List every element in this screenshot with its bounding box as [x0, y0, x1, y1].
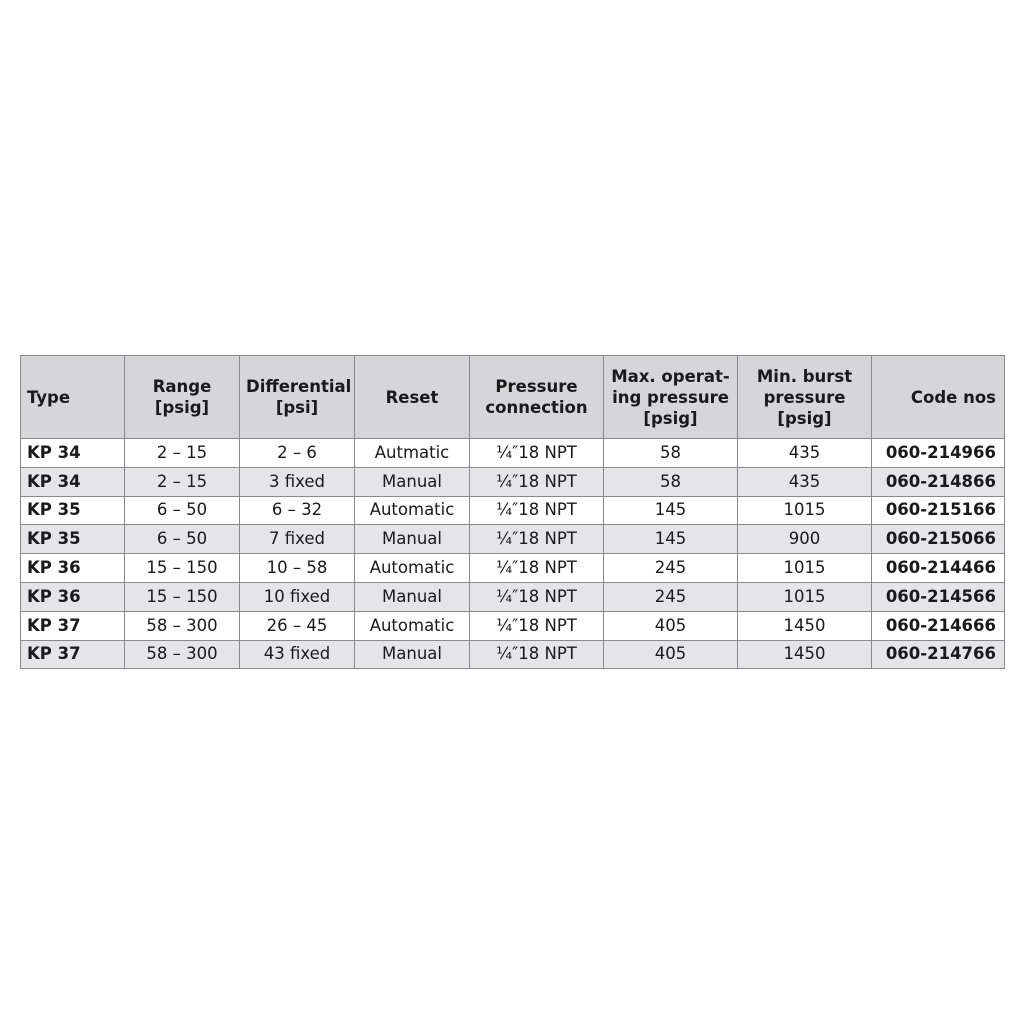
cell-type: KP 36 [21, 554, 125, 583]
table-row [21, 496, 1005, 525]
cell-reset: Manual [355, 525, 470, 554]
cell-range: 6 – 50 [125, 525, 240, 554]
cell-code-nos: 060-214866 [872, 467, 1005, 496]
table-body [21, 439, 1005, 669]
header-min-burst-pressure: Min. burst pressure [psig] [738, 356, 872, 439]
cell-pressure-connection: ¼″18 NPT [470, 467, 604, 496]
cell-range: 58 – 300 [125, 640, 240, 669]
header-row [21, 356, 1005, 439]
cell-type: KP 35 [21, 525, 125, 554]
cell-pressure-connection: ¼″18 NPT [470, 525, 604, 554]
table-row [21, 582, 1005, 611]
cell-reset: Automatic [355, 554, 470, 583]
cell-max-operating-pressure: 405 [604, 611, 738, 640]
cell-min-burst-pressure: 1015 [738, 496, 872, 525]
table-row [21, 554, 1005, 583]
cell-max-operating-pressure: 245 [604, 582, 738, 611]
table-row [21, 640, 1005, 669]
cell-range: 2 – 15 [125, 439, 240, 468]
cell-min-burst-pressure: 1015 [738, 582, 872, 611]
header-max-operating-pressure: Max. operat-ing pressure [psig] [604, 356, 738, 439]
cell-range: 15 – 150 [125, 582, 240, 611]
table-row [21, 467, 1005, 496]
header-pressure-connection: Pressure connection [470, 356, 604, 439]
cell-pressure-connection: ¼″18 NPT [470, 582, 604, 611]
cell-max-operating-pressure: 58 [604, 467, 738, 496]
cell-differential: 10 fixed [240, 582, 355, 611]
cell-max-operating-pressure: 245 [604, 554, 738, 583]
cell-pressure-connection: ¼″18 NPT [470, 640, 604, 669]
cell-min-burst-pressure: 435 [738, 467, 872, 496]
table-row [21, 611, 1005, 640]
cell-type: KP 35 [21, 496, 125, 525]
cell-code-nos: 060-214766 [872, 640, 1005, 669]
header-code-nos: Code nos [872, 356, 1005, 439]
cell-code-nos: 060-214466 [872, 554, 1005, 583]
header-differential: Differential [psi] [240, 356, 355, 439]
cell-differential: 26 – 45 [240, 611, 355, 640]
cell-code-nos: 060-215066 [872, 525, 1005, 554]
cell-differential: 2 – 6 [240, 439, 355, 468]
cell-type: KP 36 [21, 582, 125, 611]
cell-differential: 7 fixed [240, 525, 355, 554]
cell-range: 15 – 150 [125, 554, 240, 583]
cell-reset: Automatic [355, 611, 470, 640]
cell-differential: 6 – 32 [240, 496, 355, 525]
cell-min-burst-pressure: 1015 [738, 554, 872, 583]
cell-min-burst-pressure: 1450 [738, 640, 872, 669]
cell-max-operating-pressure: 58 [604, 439, 738, 468]
cell-max-operating-pressure: 145 [604, 525, 738, 554]
cell-min-burst-pressure: 1450 [738, 611, 872, 640]
cell-type: KP 34 [21, 467, 125, 496]
cell-type: KP 37 [21, 611, 125, 640]
header-type: Type [21, 356, 125, 439]
cell-type: KP 37 [21, 640, 125, 669]
cell-range: 6 – 50 [125, 496, 240, 525]
cell-pressure-connection: ¼″18 NPT [470, 496, 604, 525]
cell-code-nos: 060-214966 [872, 439, 1005, 468]
cell-reset: Manual [355, 582, 470, 611]
header-range: Range [psig] [125, 356, 240, 439]
cell-max-operating-pressure: 405 [604, 640, 738, 669]
cell-reset: Automatic [355, 496, 470, 525]
cell-pressure-connection: ¼″18 NPT [470, 554, 604, 583]
cell-differential: 10 – 58 [240, 554, 355, 583]
cell-differential: 3 fixed [240, 467, 355, 496]
cell-max-operating-pressure: 145 [604, 496, 738, 525]
cell-reset: Manual [355, 467, 470, 496]
cell-range: 58 – 300 [125, 611, 240, 640]
cell-type: KP 34 [21, 439, 125, 468]
cell-code-nos: 060-214666 [872, 611, 1005, 640]
table-header [21, 356, 1005, 439]
cell-pressure-connection: ¼″18 NPT [470, 611, 604, 640]
cell-min-burst-pressure: 900 [738, 525, 872, 554]
cell-code-nos: 060-215166 [872, 496, 1005, 525]
cell-pressure-connection: ¼″18 NPT [470, 439, 604, 468]
spec-table [20, 355, 1005, 669]
table-row [21, 525, 1005, 554]
cell-min-burst-pressure: 435 [738, 439, 872, 468]
cell-differential: 43 fixed [240, 640, 355, 669]
cell-reset: Manual [355, 640, 470, 669]
cell-range: 2 – 15 [125, 467, 240, 496]
table-row [21, 439, 1005, 468]
cell-reset: Autmatic [355, 439, 470, 468]
cell-code-nos: 060-214566 [872, 582, 1005, 611]
header-reset: Reset [355, 356, 470, 439]
